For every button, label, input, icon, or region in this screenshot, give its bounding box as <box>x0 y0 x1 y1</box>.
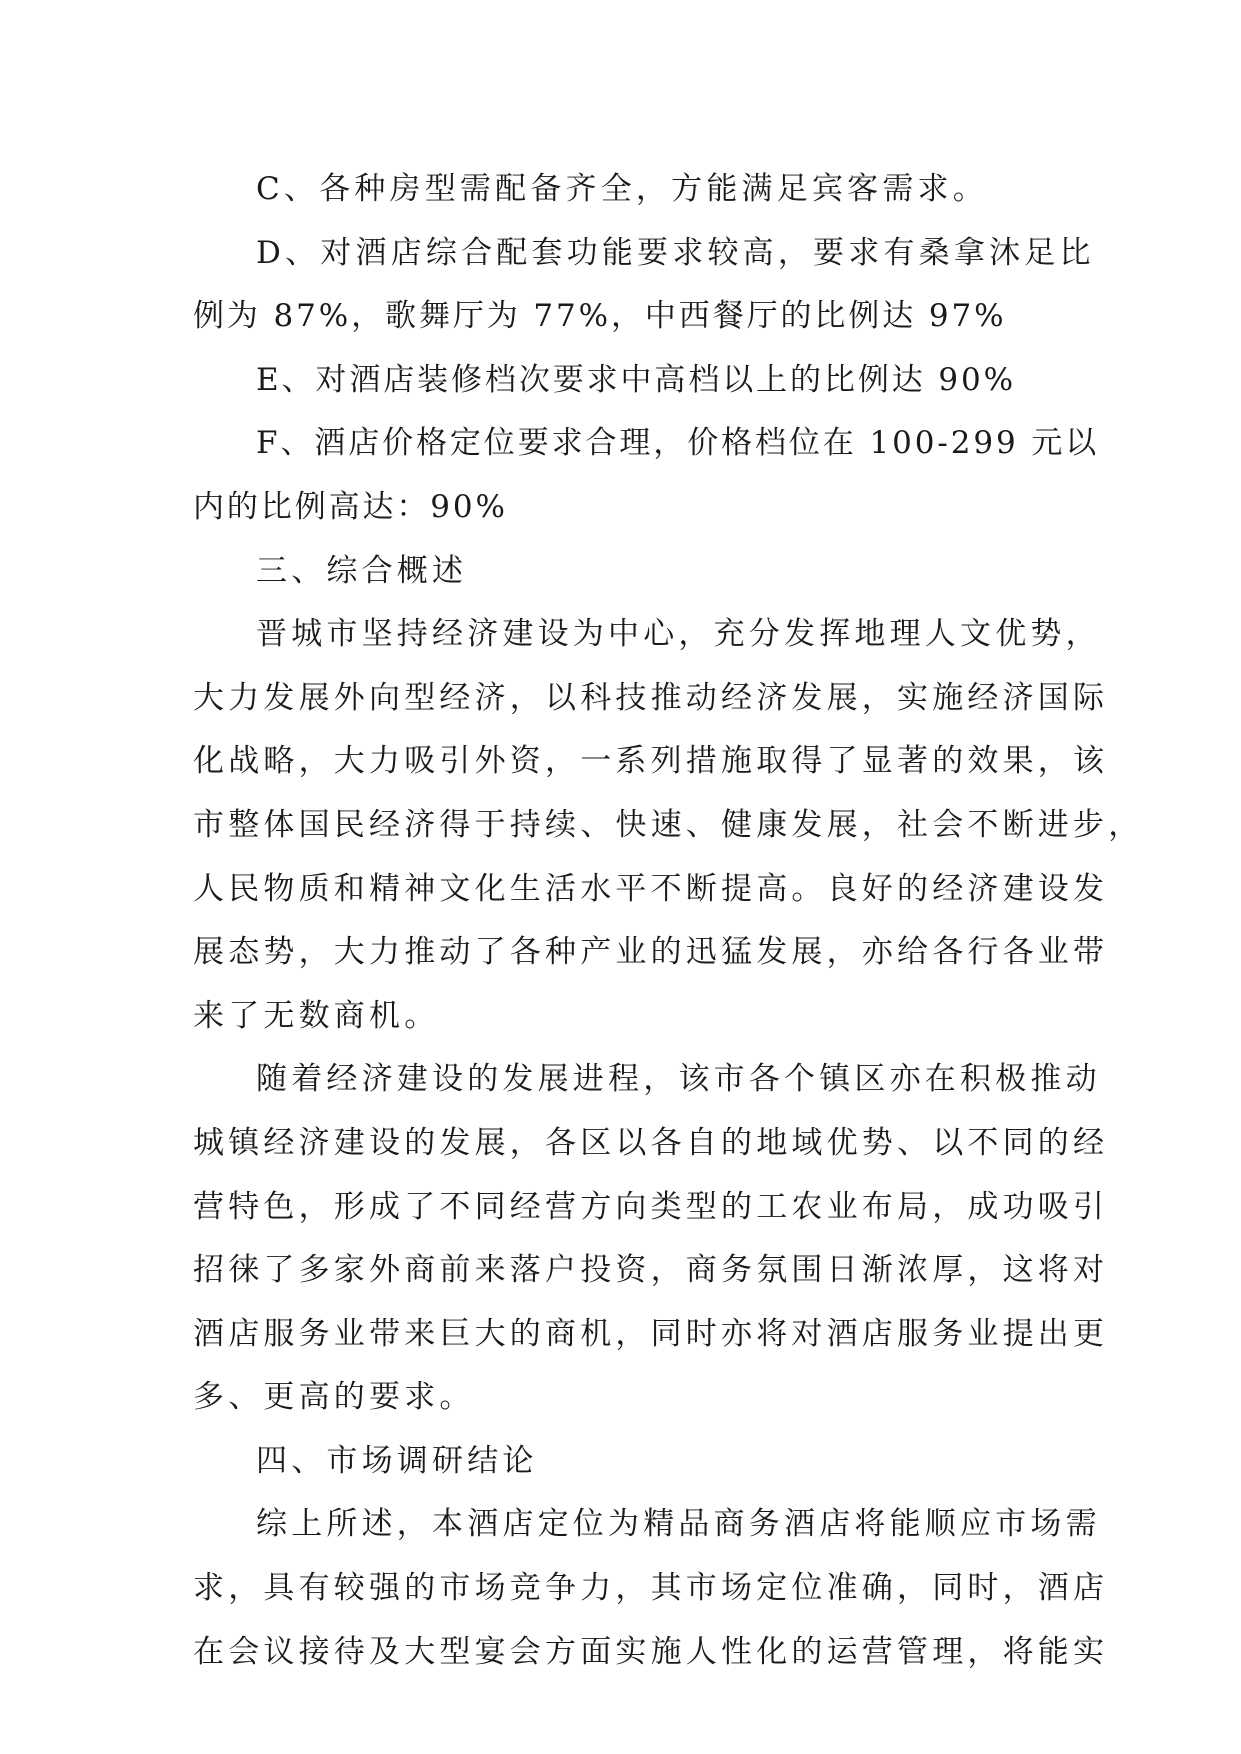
text-line-f-ratio: 内的比例高达：90% <box>193 488 508 525</box>
paragraph-line: 城镇经济建设的发展，各区以各自的地域优势、以不同的经 <box>193 1124 1109 1161</box>
paragraph-line: 综上所述，本酒店定位为精品商务酒店将能顺应市场需 <box>256 1506 1101 1543</box>
paragraph-line: 市整体国民经济得于持续、快速、健康发展，社会不断进步， <box>193 806 1144 843</box>
text-line-d-percentages: 例为 87%，歌舞厅为 77%，中西餐厅的比例达 97% <box>193 298 1007 335</box>
paragraph-line: 人民物质和精神文化生活水平不断提高。良好的经济建设发 <box>193 870 1109 907</box>
paragraph-line: 招徕了多家外商前来落户投资，商务氛围日渐浓厚，这将对 <box>193 1252 1109 1289</box>
paragraph-line: 随着经济建设的发展进程，该市各个镇区亦在积极推动 <box>256 1061 1101 1098</box>
paragraph-line: 酒店服务业带来巨大的商机，同时亦将对酒店服务业提出更 <box>193 1315 1109 1352</box>
paragraph-line: 求，具有较强的市场竞争力，其市场定位准确，同时，酒店 <box>193 1570 1109 1607</box>
paragraph-line: 营特色，形成了不同经营方向类型的工农业布局，成功吸引 <box>193 1188 1109 1225</box>
text-line-c-room-types: C、各种房型需配备齐全，方能满足宾客需求。 <box>256 171 988 207</box>
document-body <box>193 158 1144 1684</box>
section-heading-conclusion: 四、市场调研结论 <box>256 1442 538 1479</box>
text-line-d-facilities: D、对酒店综合配套功能要求较高，要求有桑拿沐足比 <box>256 234 1095 271</box>
text-line-e-decoration: E、对酒店装修档次要求中高档以上的比例达 90% <box>256 361 1016 398</box>
paragraph-line: 在会议接待及大型宴会方面实施人性化的运营管理，将能实 <box>193 1633 1109 1670</box>
paragraph-line: 晋城市坚持经济建设为中心，充分发挥地理人文优势， <box>256 616 1101 653</box>
paragraph-line: 化战略，大力吸引外资，一系列措施取得了显著的效果，该 <box>193 743 1109 780</box>
section-heading-overview: 三、综合概述 <box>256 552 468 589</box>
paragraph-line: 展态势，大力推动了各种产业的迅猛发展，亦给各行各业带 <box>193 934 1109 971</box>
paragraph-line: 大力发展外向型经济，以科技推动经济发展，实施经济国际 <box>193 679 1109 716</box>
text-line-f-pricing: F、酒店价格定位要求合理，价格档位在 100-299 元以 <box>256 425 1100 462</box>
paragraph-line: 多、更高的要求。 <box>193 1379 475 1416</box>
paragraph-line: 来了无数商机。 <box>193 997 440 1034</box>
